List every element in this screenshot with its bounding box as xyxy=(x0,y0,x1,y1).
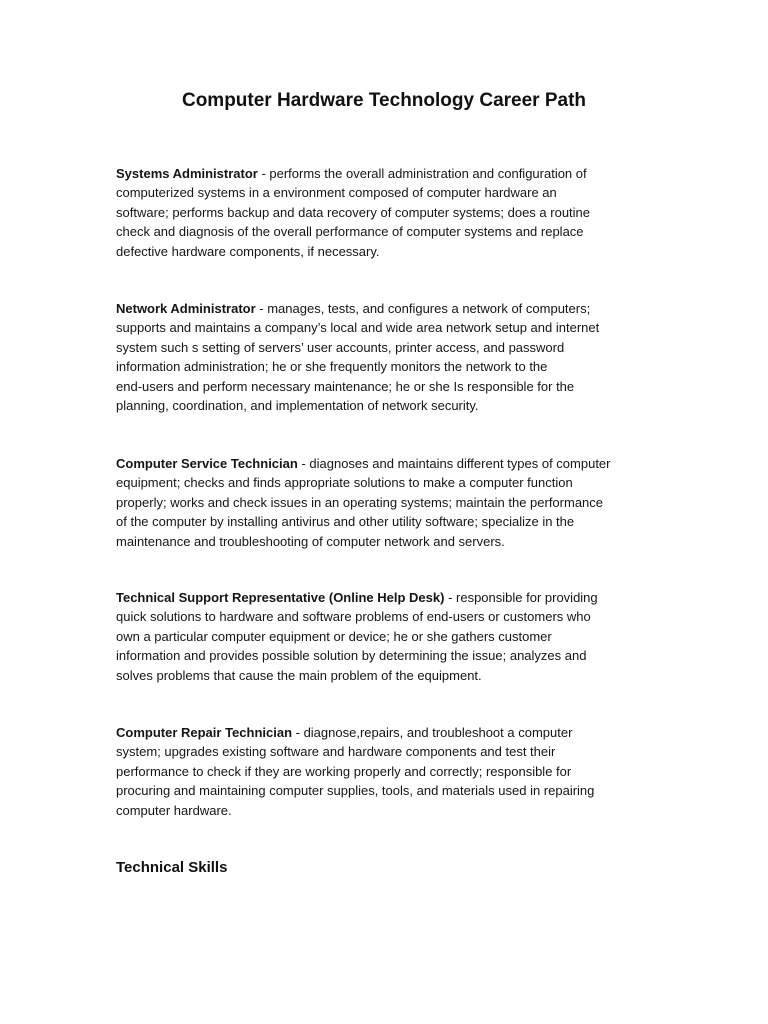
career-entry-network-administrator xyxy=(116,299,652,415)
document-title: Computer Hardware Technology Career Path xyxy=(181,90,587,111)
career-description: - diagnose,repairs, and troubleshoot a computer system; upgrades existing software and hardware components and test their performance to check if they are working properly and correctly; responsible for procuring and maintaining computer supplies, tools, and materials used in repairing computer hardware. xyxy=(116,725,595,818)
career-entry-technical-support-representative xyxy=(116,588,652,685)
career-entry-computer-service-technician xyxy=(116,454,652,551)
career-entry-systems-administrator xyxy=(116,164,652,261)
career-term: Computer Repair Technician xyxy=(116,725,293,740)
career-description: - diagnoses and maintains different types of computer equipment; checks and finds appropriate solutions to make a computer function properly; works and check issues in an operating systems; maintain the performance of the computer by installing antivirus and other utility software; specialize in the maintenance and troubleshooting of computer network and servers. xyxy=(116,456,611,549)
career-description: - performs the overall administration and configuration of computerized systems in a environment composed of computer hardware an software; performs backup and data recovery of computer systems; does a routine check and diagnosis of the overall performance of computer systems and replace defective hardware components, if necessary. xyxy=(116,166,591,259)
career-term: Systems Administrator xyxy=(116,166,258,181)
career-term: Technical Support Representative (Online Help Desk) xyxy=(116,590,445,605)
career-description: - responsible for providing quick solutions to hardware and software problems of end-users or customers who own a particular computer equipment or device; he or she gathers customer information and provides possible solution by determining the issue; analyzes and solves problems that cause the main problem of the equipment. xyxy=(116,590,598,683)
section-heading-technical-skills: Technical Skills xyxy=(116,859,228,876)
career-description: - manages, tests, and configures a network of computers; supports and maintains a company’s local and wide area network setup and internet system such s setting of servers’ user accounts, printer access, and password information administration; he or she frequently monitors the network to the end-users and perform necessary maintenance; he or she Is responsible for the planning, coordination, and implementation of network security. xyxy=(116,301,600,414)
career-term: Network Administrator xyxy=(116,301,256,316)
career-term: Computer Service Technician xyxy=(116,456,298,471)
career-entry-computer-repair-technician xyxy=(116,723,652,820)
